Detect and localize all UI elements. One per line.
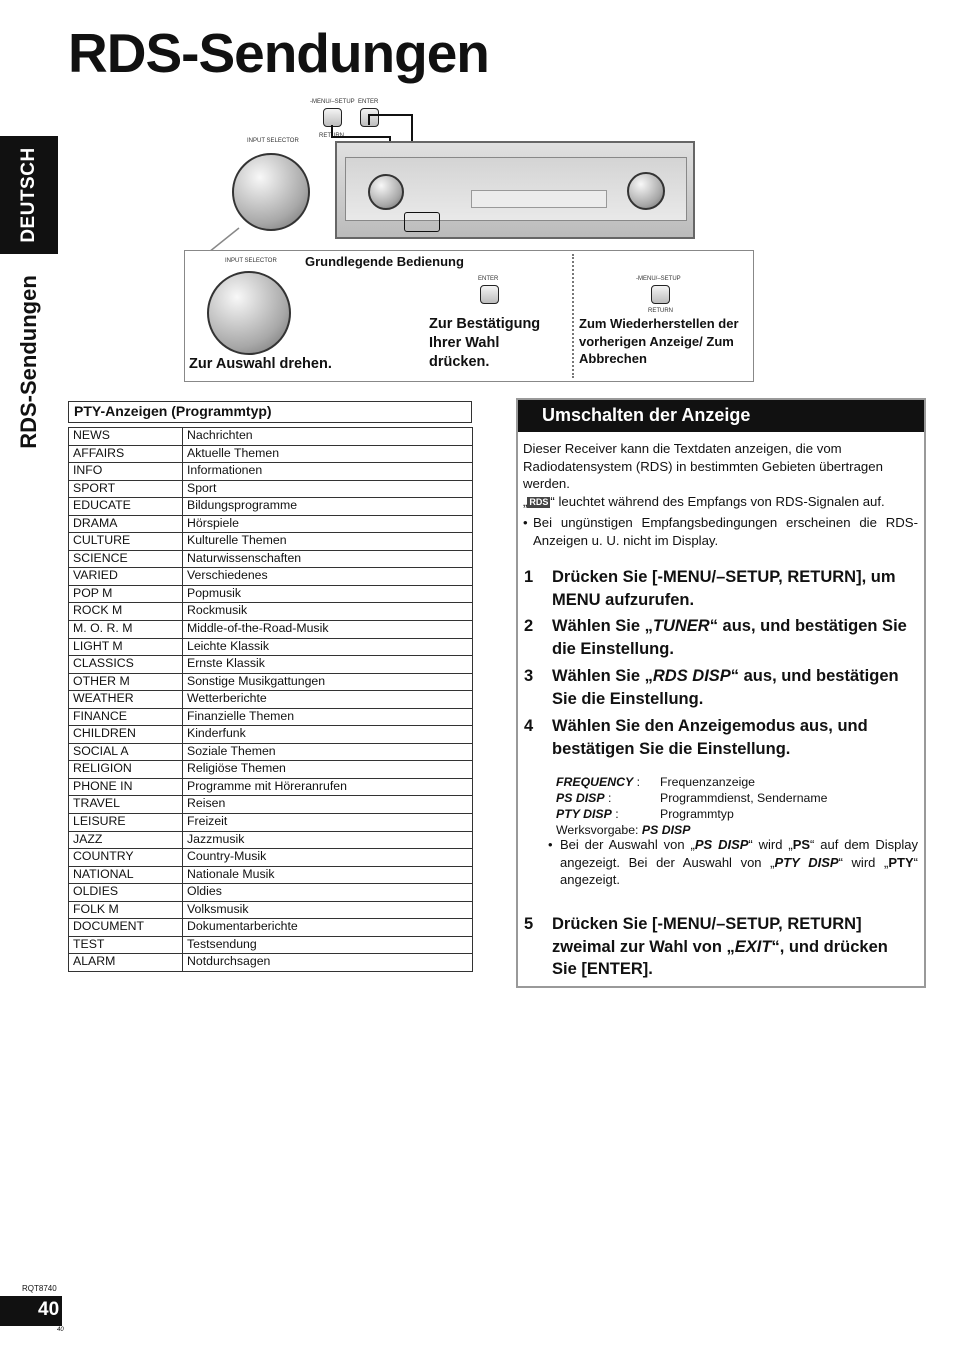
- doc-code: RQT8740: [22, 1284, 57, 1293]
- small-page-number: 40: [57, 1327, 64, 1333]
- pty-row: [69, 550, 473, 568]
- mode-separator: :: [633, 775, 641, 789]
- pty-row: [69, 621, 473, 639]
- pty-code: NATIONAL: [69, 866, 183, 884]
- pty-description: Naturwissenschaften: [183, 550, 473, 568]
- pty-code: PHONE IN: [69, 778, 183, 796]
- mode-key: FREQUENCY: [556, 775, 634, 789]
- pty-row: [69, 515, 473, 533]
- pty-row: [69, 866, 473, 884]
- pty-description: Notdurchsagen: [183, 954, 473, 972]
- mode-separator: :: [611, 807, 619, 821]
- pty-row: [69, 919, 473, 937]
- pty-description: Programme mit Höreranrufen: [183, 778, 473, 796]
- language-tab: [0, 136, 58, 254]
- small-input-knob: [368, 174, 404, 210]
- pty-row: [69, 638, 473, 656]
- pty-row: [69, 814, 473, 832]
- mode-value: Programmdienst, Sendername: [660, 791, 828, 805]
- section-tab-label: RDS-Sendungen: [16, 275, 41, 449]
- page-number: 40: [38, 1299, 60, 1320]
- pty-description: Kulturelle Themen: [183, 533, 473, 551]
- mode-value: Programmtyp: [660, 807, 734, 821]
- pty-code: SPORT: [69, 480, 183, 498]
- rds-badge: RDS: [529, 497, 549, 507]
- panel-heading: Umschalten der Anzeige: [518, 400, 924, 432]
- pty-table-heading: PTY-Anzeigen (Programmtyp): [68, 401, 472, 423]
- pty-code: ALARM: [69, 954, 183, 972]
- pty-code: POP M: [69, 585, 183, 603]
- pty-description: Sport: [183, 480, 473, 498]
- pty-description: Kinderfunk: [183, 726, 473, 744]
- mode-row: [556, 774, 916, 790]
- pty-code: TEST: [69, 936, 183, 954]
- menu-enter-highlight: [404, 212, 440, 232]
- pty-code: DOCUMENT: [69, 919, 183, 937]
- pty-row: [69, 463, 473, 481]
- pty-row: [69, 743, 473, 761]
- pty-description: Nachrichten: [183, 428, 473, 446]
- receiver-display: [471, 190, 607, 208]
- pty-row: [69, 831, 473, 849]
- pty-code: CHILDREN: [69, 726, 183, 744]
- mode-key: PS DISP: [556, 791, 605, 805]
- pty-description: Freizeit: [183, 814, 473, 832]
- callout-heading: Grundlegende Bedienung: [305, 254, 464, 269]
- pty-description: Rockmusik: [183, 603, 473, 621]
- display-note: • Bei der Auswahl von „PS DISP“ wird „PS“ auf dem Display angezeigt. Bei der Auswahl von „PTY DISP“ wird „PTY“ angezeigt.: [548, 837, 919, 887]
- pty-description: Hörspiele: [183, 515, 473, 533]
- pty-row: [69, 428, 473, 446]
- pty-code: CLASSICS: [69, 656, 183, 674]
- receiver-front-panel: [345, 157, 687, 221]
- language-tab-label: DEUTSCH: [18, 147, 39, 243]
- step-3: 3 Wählen Sie „RDS DISP“ aus, und bestätigen Sie die Einstellung.: [524, 667, 899, 708]
- pty-code: TRAVEL: [69, 796, 183, 814]
- pty-description: Verschiedenes: [183, 568, 473, 586]
- mode-row: [556, 806, 916, 822]
- pty-code: CULTURE: [69, 533, 183, 551]
- pty-description: Testsendung: [183, 936, 473, 954]
- pty-description: Popmusik: [183, 585, 473, 603]
- callout-input-selector-label: INPUT SELECTOR: [225, 258, 277, 264]
- step-1: 1 Drücken Sie [-MENU/–SETUP, RETURN], um MENU aufzurufen.: [524, 568, 896, 609]
- receiver-body: [335, 141, 695, 239]
- volume-knob: [627, 172, 665, 210]
- exit-option: EXIT: [734, 937, 772, 956]
- pty-description: Reisen: [183, 796, 473, 814]
- pty-row: [69, 936, 473, 954]
- pty-row: [69, 533, 473, 551]
- pty-row: [69, 849, 473, 867]
- rds-disp-option: RDS DISP: [652, 667, 731, 685]
- pty-description: Nationale Musik: [183, 866, 473, 884]
- step-5: 5 Drücken Sie [-MENU/–SETUP, RETURN] zweimal zur Wahl von „EXIT“, und drücken Sie [ENTER].: [524, 915, 888, 978]
- pty-description: Oldies: [183, 884, 473, 902]
- input-selector-label: INPUT SELECTOR: [247, 138, 299, 144]
- step-2: 2 Wählen Sie „TUNER“ aus, und bestätigen Sie die Einstellung.: [524, 617, 907, 658]
- callout-return-label: RETURN: [648, 308, 673, 314]
- pty-description: Country-Musik: [183, 849, 473, 867]
- pty-row: [69, 954, 473, 972]
- pty-row: [69, 445, 473, 463]
- pty-row: [69, 708, 473, 726]
- pty-description: Dokumentarberichte: [183, 919, 473, 937]
- mode-separator: :: [604, 791, 612, 805]
- restore-label: Zum Wiederherstellen der vorherigen Anzeige/ Zum Abbrechen: [579, 316, 739, 366]
- factory-default: Werksvorgabe: PS DISP: [556, 823, 691, 837]
- pty-description: Middle-of-the-Road-Musik: [183, 621, 473, 639]
- pty-row: [69, 673, 473, 691]
- callout-menu-setup-button[interactable]: [651, 285, 670, 304]
- pty-code: JAZZ: [69, 831, 183, 849]
- pty-code: EDUCATE: [69, 498, 183, 516]
- pty-row: [69, 901, 473, 919]
- callout-enter-button[interactable]: [480, 285, 499, 304]
- pty-description: Sonstige Musikgattungen: [183, 673, 473, 691]
- callout-enter-label: ENTER: [478, 276, 499, 282]
- pty-code: WEATHER: [69, 691, 183, 709]
- pty-code: M. O. R. M: [69, 621, 183, 639]
- pty-row: [69, 691, 473, 709]
- pty-code: VARIED: [69, 568, 183, 586]
- pty-code: DRAMA: [69, 515, 183, 533]
- callout-divider: [572, 254, 574, 378]
- mode-row: [556, 790, 916, 806]
- pty-code: NEWS: [69, 428, 183, 446]
- pty-row: [69, 884, 473, 902]
- pty-description: Volksmusik: [183, 901, 473, 919]
- display-switch-panel: [516, 398, 926, 988]
- return-label: RETURN: [319, 133, 344, 139]
- pty-row: [69, 480, 473, 498]
- pty-row: [69, 585, 473, 603]
- pty-code: INFO: [69, 463, 183, 481]
- pty-description: Wetterberichte: [183, 691, 473, 709]
- pty-code: OLDIES: [69, 884, 183, 902]
- enter-label: ENTER: [358, 99, 379, 105]
- pty-description: Leichte Klassik: [183, 638, 473, 656]
- pty-table: [68, 427, 473, 972]
- pty-row: [69, 568, 473, 586]
- pty-row: [69, 778, 473, 796]
- mode-list: [556, 774, 916, 838]
- mode-key: PTY DISP: [556, 807, 612, 821]
- menu-setup-label: -MENU/–SETUP: [310, 99, 355, 105]
- pty-description: Soziale Themen: [183, 743, 473, 761]
- pty-row: [69, 761, 473, 779]
- pty-description: Ernste Klassik: [183, 656, 473, 674]
- pty-code: LIGHT M: [69, 638, 183, 656]
- pty-description: Finanzielle Themen: [183, 708, 473, 726]
- intro-text: Dieser Receiver kann die Textdaten anzeigen, die vom Radiodatensystem (RDS) in bestimmten Gebieten übertragen werden.: [523, 441, 883, 491]
- pty-row: [69, 603, 473, 621]
- confirm-label: Zur Bestätigung Ihrer Wahl drücken.: [429, 316, 541, 370]
- pty-row: [69, 726, 473, 744]
- pty-row: [69, 656, 473, 674]
- reception-note: • Bei ungünstigen Empfangsbedingungen erscheinen die RDS-Anzeigen u. U. nicht im Display.: [523, 515, 918, 548]
- pty-description: Informationen: [183, 463, 473, 481]
- basic-operation-callout: [184, 250, 754, 382]
- pty-code: COUNTRY: [69, 849, 183, 867]
- pty-code: ROCK M: [69, 603, 183, 621]
- pty-description: Religiöse Themen: [183, 761, 473, 779]
- pty-code: AFFAIRS: [69, 445, 183, 463]
- step-4: 4 Wählen Sie den Anzeigemodus aus, und bestätigen Sie die Einstellung.: [524, 717, 868, 758]
- pty-description: Aktuelle Themen: [183, 445, 473, 463]
- pty-description: Bildungsprogramme: [183, 498, 473, 516]
- pty-code: SCIENCE: [69, 550, 183, 568]
- pty-code: FOLK M: [69, 901, 183, 919]
- page-title: RDS-Sendungen: [68, 22, 489, 84]
- pty-code: OTHER M: [69, 673, 183, 691]
- mode-value: Frequenzanzeige: [660, 775, 756, 789]
- pty-code: LEISURE: [69, 814, 183, 832]
- pty-code: RELIGION: [69, 761, 183, 779]
- callout-menu-setup-label: -MENU/–SETUP: [636, 276, 681, 282]
- pty-row: [69, 498, 473, 516]
- pty-description: Jazzmusik: [183, 831, 473, 849]
- section-tab: [0, 262, 58, 462]
- pty-code: SOCIAL A: [69, 743, 183, 761]
- turn-label: Zur Auswahl drehen.: [189, 356, 332, 372]
- pty-row: [69, 796, 473, 814]
- callout-input-selector-knob[interactable]: [207, 271, 291, 355]
- rds-indicator-text: „ RDS “ leuchtet während des Empfangs von RDS-Signalen auf.: [523, 494, 885, 509]
- page-number-box: [0, 1296, 62, 1326]
- pty-code: FINANCE: [69, 708, 183, 726]
- tuner-option: TUNER: [652, 617, 710, 635]
